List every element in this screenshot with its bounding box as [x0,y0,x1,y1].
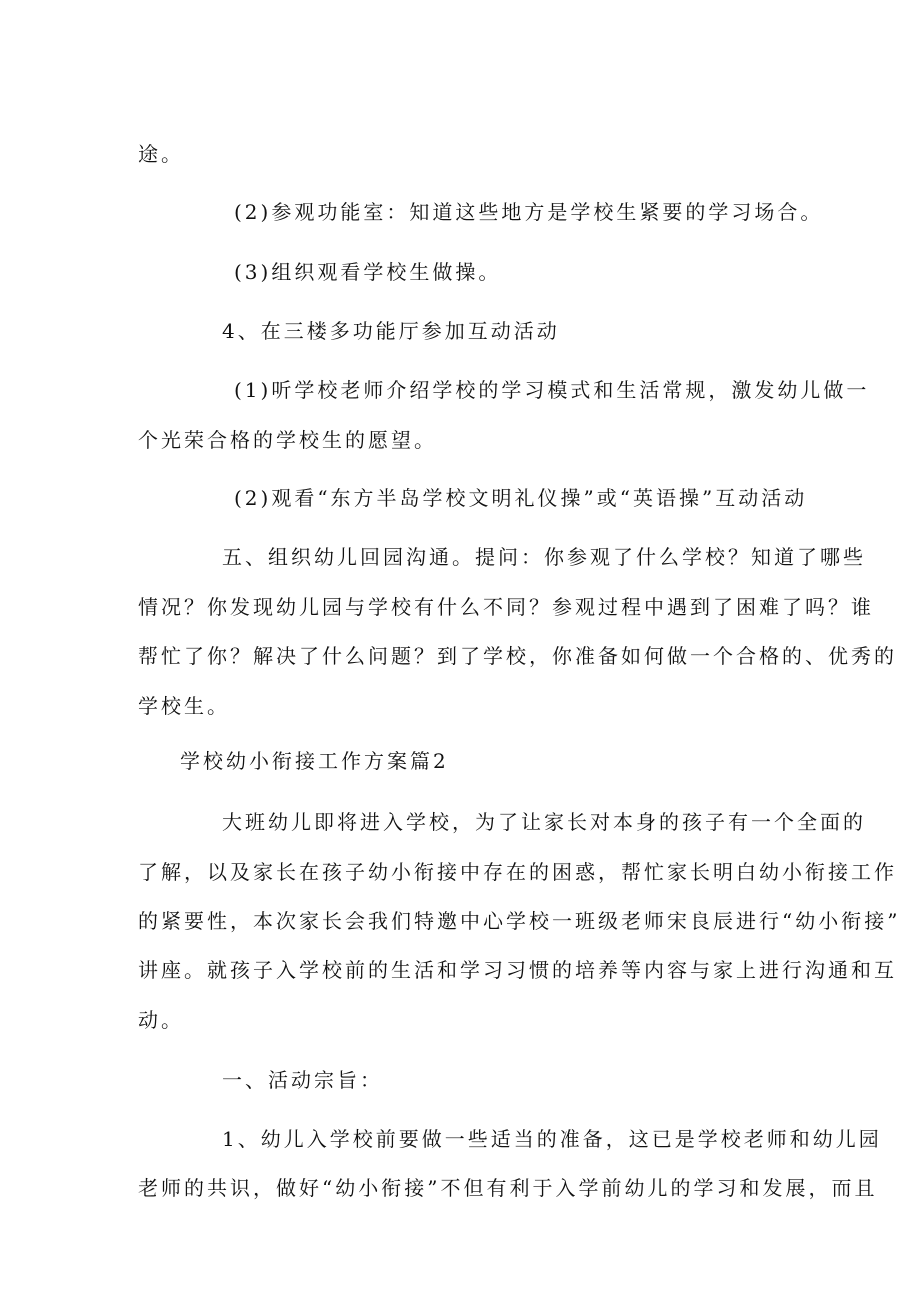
paragraph-line: (1)听学校老师介绍学校的学习模式和生活常规，激发幼儿做一 [234,378,870,402]
paragraph-line: 个光荣合格的学校生的愿望。 [138,428,437,452]
paragraph-line: 讲座。就孩子入学校前的生活和学习习惯的培养等内容与家上进行沟通和互 [138,958,897,982]
paragraph-line: 的紧要性，本次家长会我们特邀中心学校一班级老师宋良辰进行“幼小衔接” [138,909,901,933]
paragraph-line: (2)观看“东方半岛学校文明礼仪操”或“英语操”互动活动 [234,486,808,510]
paragraph-line: 途。 [138,142,184,166]
paragraph-line: 五、组织幼儿回园沟通。提问：你参观了什么学校？知道了哪些 [222,545,866,569]
paragraph-line: 了解，以及家长在孩子幼小衔接中存在的困惑，帮忙家长明白幼小衔接工作 [138,860,897,884]
paragraph-line: 帮忙了你？解决了什么问题？到了学校，你准备如何做一个合格的、优秀的 [138,644,897,668]
paragraph-line: 学校生。 [138,694,230,718]
paragraph-line: 老师的共识，做好“幼小衔接”不但有利于入学前幼儿的学习和发展，而且 [138,1176,878,1200]
paragraph-line: 动。 [138,1008,184,1032]
paragraph-line: 大班幼儿即将进入学校，为了让家长对本身的孩子有一个全面的 [222,810,866,834]
section-heading: 4、在三楼多功能厅参加互动活动 [222,319,560,343]
paragraph-line: (3)组织观看学校生做操。 [234,260,502,284]
paragraph-line: (2)参观功能室：知道这些地方是学校生紧要的学习场合。 [234,200,824,224]
paragraph-line: 1、幼儿入学校前要做一些适当的准备，这已是学校老师和幼儿园 [222,1127,882,1151]
section-heading: 一、活动宗旨： [222,1068,383,1092]
section-title: 学校幼小衔接工作方案篇2 [180,749,449,773]
paragraph-line: 情况？你发现幼儿园与学校有什么不同？参观过程中遇到了困难了吗？谁 [138,595,874,619]
